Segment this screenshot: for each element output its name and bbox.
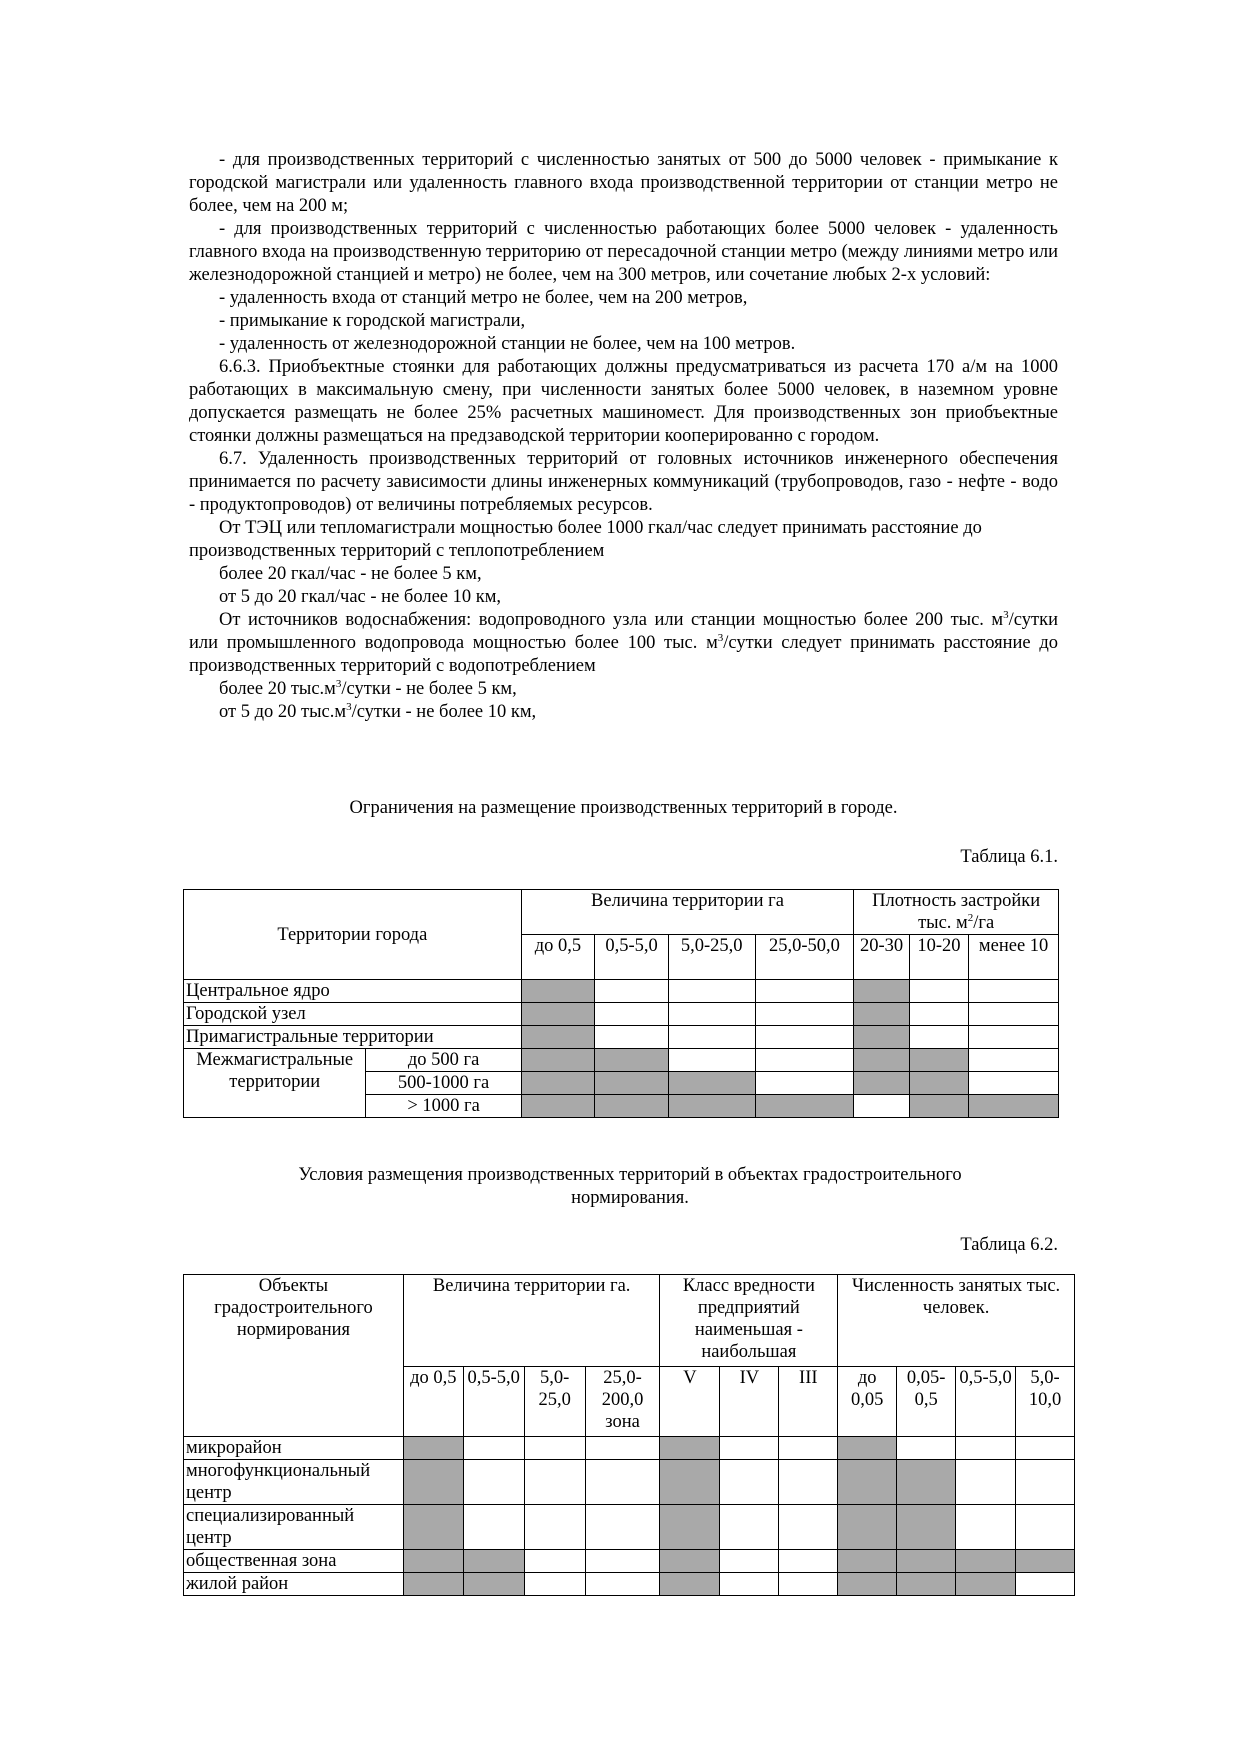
empty-cell [956, 1460, 1016, 1505]
empty-cell [668, 980, 755, 1003]
shaded-cell [403, 1437, 463, 1460]
empty-cell [854, 1095, 909, 1118]
row-label: Примагистральные территории [184, 1026, 522, 1049]
table1-title: Ограничения на размещение производственных территорий в городе. [349, 798, 898, 818]
shaded-cell [660, 1505, 720, 1550]
paragraph: - удаленность от железнодорожной станции не более, чем на 100 метров. [219, 334, 796, 354]
shaded-cell [897, 1505, 956, 1550]
shaded-cell [521, 1026, 595, 1049]
table-row [184, 1437, 1075, 1460]
empty-cell [969, 1026, 1059, 1049]
shaded-cell [521, 980, 595, 1003]
table-6-2 [183, 1274, 1075, 1596]
empty-cell [1016, 1573, 1075, 1596]
table-row [184, 1003, 1059, 1026]
shaded-cell [838, 1437, 897, 1460]
paragraph: более 20 гкал/час - не более 5 км, [219, 564, 482, 584]
table-6-1 [183, 889, 1059, 1118]
header-employees-col: 0,5-5,0 [956, 1367, 1016, 1437]
paragraph: от 5 до 20 гкал/час - не более 10 км, [219, 587, 502, 607]
shaded-cell [521, 1072, 595, 1095]
empty-cell [524, 1573, 585, 1596]
empty-cell [779, 1573, 838, 1596]
empty-cell [755, 1072, 854, 1095]
shaded-cell [521, 1049, 595, 1072]
empty-cell [524, 1505, 585, 1550]
empty-cell [779, 1437, 838, 1460]
empty-cell [524, 1550, 585, 1573]
header-territories: Территории города [184, 890, 522, 980]
shaded-cell [521, 1095, 595, 1118]
row-sublabel: 500-1000 га [366, 1072, 521, 1095]
header-size-col: 25,0-200,0 зона [585, 1367, 660, 1437]
table2-label: Таблица 6.2. [960, 1235, 1058, 1255]
empty-cell [956, 1437, 1016, 1460]
empty-cell [909, 980, 968, 1003]
header-density-col: 20-30 [854, 935, 909, 980]
empty-cell [969, 980, 1059, 1003]
shaded-cell [403, 1550, 463, 1573]
table1-label: Таблица 6.1. [960, 847, 1058, 867]
header-hazard-col: V [660, 1367, 720, 1437]
shaded-cell [969, 1095, 1059, 1118]
shaded-cell [660, 1573, 720, 1596]
shaded-cell [897, 1550, 956, 1573]
empty-cell [969, 1072, 1059, 1095]
row-label: общественная зона [184, 1550, 404, 1573]
table-row [184, 1026, 1059, 1049]
header-employees-col: 0,05-0,5 [897, 1367, 956, 1437]
empty-cell [909, 1003, 968, 1026]
shaded-cell [403, 1505, 463, 1550]
header-size-col: 5,0-25,0 [668, 935, 755, 980]
empty-cell [755, 1003, 854, 1026]
paragraph: - для производственных территорий с численностью занятых от 500 до 5000 человек - примыкание к городской магистрали или удаленность главного входа производственной территории от станции метро не более, чем на 200 м; [189, 150, 1058, 216]
shaded-cell [854, 1049, 909, 1072]
shaded-cell [1016, 1550, 1075, 1573]
empty-cell [1016, 1505, 1075, 1550]
shaded-cell [595, 1095, 669, 1118]
empty-cell [897, 1437, 956, 1460]
shaded-cell [854, 980, 909, 1003]
row-label: жилой район [184, 1573, 404, 1596]
header-hazard-col: III [779, 1367, 838, 1437]
shaded-cell [838, 1573, 897, 1596]
shaded-cell [838, 1505, 897, 1550]
empty-cell [1016, 1437, 1075, 1460]
empty-cell [668, 1003, 755, 1026]
empty-cell [668, 1026, 755, 1049]
paragraph: От источников водоснабжения: водопроводного узла или станции мощностью более 200 тыс. $м^3$/сутки или промышленного водопровода мощностью более 100 тыс. $м^3$/сутки следует принимать расстояние до производственных территорий с водопотреблением [189, 608, 1059, 676]
shaded-cell [956, 1573, 1016, 1596]
table-row [184, 1049, 1059, 1072]
header-size-col: 0,5-5,0 [463, 1367, 524, 1437]
empty-cell [720, 1573, 779, 1596]
header-employees-col: 5,0-10,0 [1016, 1367, 1075, 1437]
header-hazard: Класс вредности предприятий наименьшая - наибольшая [660, 1275, 838, 1367]
empty-cell [755, 980, 854, 1003]
body-text [189, 149, 1058, 724]
paragraph: от 5 до 20 $тыс.м^3$/сутки - не более 10 км, [219, 700, 537, 722]
empty-cell [755, 1049, 854, 1072]
empty-cell [720, 1437, 779, 1460]
row-group-label: Межмагистральные территории [184, 1049, 366, 1118]
table-row [184, 1573, 1075, 1596]
empty-cell [779, 1505, 838, 1550]
shaded-cell [403, 1573, 463, 1596]
shaded-cell [521, 1003, 595, 1026]
paragraph: - для производственных территорий с численностью работающих более 5000 человек - удаленность главного входа на производственную территорию от пересадочной станции метро (между линиями метро или железнодорожной станцией и метро) не более, чем на 300 метров, или сочетание любых 2-х условий: [189, 219, 1058, 285]
empty-cell [463, 1505, 524, 1550]
empty-cell [585, 1437, 660, 1460]
shaded-cell [909, 1072, 968, 1095]
header-hazard-col: IV [720, 1367, 779, 1437]
empty-cell [585, 1505, 660, 1550]
empty-cell [524, 1460, 585, 1505]
paragraph: более 20 $тыс.м^3$/сутки - не более 5 км, [219, 677, 517, 699]
shaded-cell [838, 1460, 897, 1505]
empty-cell [585, 1460, 660, 1505]
shaded-cell [897, 1460, 956, 1505]
table-row [184, 1505, 1075, 1550]
header-size: Величина территории га [521, 890, 854, 935]
paragraph: 6.7. Удаленность производственных территорий от головных источников инженерного обеспечения принимается по расчету зависимости длины инженерных коммуникаций (трубопроводов, газо - нефте - водо - продуктопроводов) от величины потребляемых ресурсов. [189, 449, 1058, 515]
shaded-cell [755, 1095, 854, 1118]
shaded-cell [660, 1550, 720, 1573]
shaded-cell [403, 1460, 463, 1505]
header-size: Величина территории га. [403, 1275, 660, 1367]
table-row [184, 1550, 1075, 1573]
row-sublabel: до 500 га [366, 1049, 521, 1072]
header-density-col: 10-20 [909, 935, 968, 980]
shaded-cell [956, 1550, 1016, 1573]
row-label: специализированный центр [184, 1505, 404, 1550]
empty-cell [755, 1026, 854, 1049]
empty-cell [463, 1460, 524, 1505]
empty-cell [585, 1550, 660, 1573]
empty-cell [595, 1003, 669, 1026]
shaded-cell [854, 1003, 909, 1026]
shaded-cell [854, 1072, 909, 1095]
table-row [184, 980, 1059, 1003]
shaded-cell [897, 1573, 956, 1596]
shaded-cell [668, 1095, 755, 1118]
empty-cell [463, 1437, 524, 1460]
header-objects: Объекты градостроительного нормирования [184, 1275, 404, 1437]
empty-cell [969, 1049, 1059, 1072]
shaded-cell [660, 1437, 720, 1460]
row-label: микрорайон [184, 1437, 404, 1460]
empty-cell [720, 1460, 779, 1505]
header-employees-col: до 0,05 [838, 1367, 897, 1437]
empty-cell [585, 1573, 660, 1596]
empty-cell [720, 1550, 779, 1573]
empty-cell [779, 1460, 838, 1505]
header-size-col: 0,5-5,0 [595, 935, 669, 980]
empty-cell [524, 1437, 585, 1460]
header-size-col: 25,0-50,0 [755, 935, 854, 980]
empty-cell [779, 1550, 838, 1573]
empty-cell [668, 1049, 755, 1072]
table2-title: Условия размещения производственных территорий в объектах градостроительного нормирования. [298, 1165, 962, 1208]
row-label: Центральное ядро [184, 980, 522, 1003]
shaded-cell [838, 1550, 897, 1573]
empty-cell [1016, 1460, 1075, 1505]
header-employees: Численность занятых тыс. человек. [838, 1275, 1075, 1367]
paragraph: 6.6.3. Приобъектные стоянки для работающих должны предусматриваться из расчета 170 а/м на 1000 работающих в максимальную смену, при численности занятых более 5000 человек, в наземном уровне допускается размещать не более 25% расчетных машиномест. Для производственных зон приобъектные стоянки должны размещаться на предзаводской территории кооперированно с городом. [189, 357, 1058, 446]
header-density: Плотность застройки тыс. $м^2/га$ [854, 890, 1059, 935]
header-size-col: 5,0-25,0 [524, 1367, 585, 1437]
empty-cell [720, 1505, 779, 1550]
shaded-cell [463, 1573, 524, 1596]
shaded-cell [909, 1049, 968, 1072]
shaded-cell [595, 1049, 669, 1072]
shaded-cell [463, 1550, 524, 1573]
row-sublabel: > 1000 га [366, 1095, 521, 1118]
empty-cell [969, 1003, 1059, 1026]
empty-cell [595, 980, 669, 1003]
empty-cell [595, 1026, 669, 1049]
paragraph: - удаленность входа от станций метро не более, чем на 200 метров, [219, 288, 748, 308]
header-size-col: до 0,5 [403, 1367, 463, 1437]
row-label: многофункциональный центр [184, 1460, 404, 1505]
empty-cell [956, 1505, 1016, 1550]
header-size-col: до 0,5 [521, 935, 595, 980]
paragraph: От ТЭЦ или тепломагистрали мощностью более 1000 гкал/час следует принимать расстояние до производственных территорий с теплопотреблением [189, 518, 982, 561]
row-label: Городской узел [184, 1003, 522, 1026]
shaded-cell [668, 1072, 755, 1095]
table-row [184, 1460, 1075, 1505]
shaded-cell [854, 1026, 909, 1049]
paragraph: - примыкание к городской магистрали, [219, 311, 526, 331]
shaded-cell [595, 1072, 669, 1095]
header-density-col: менее 10 [969, 935, 1059, 980]
empty-cell [909, 1026, 968, 1049]
shaded-cell [909, 1095, 968, 1118]
shaded-cell [660, 1460, 720, 1505]
